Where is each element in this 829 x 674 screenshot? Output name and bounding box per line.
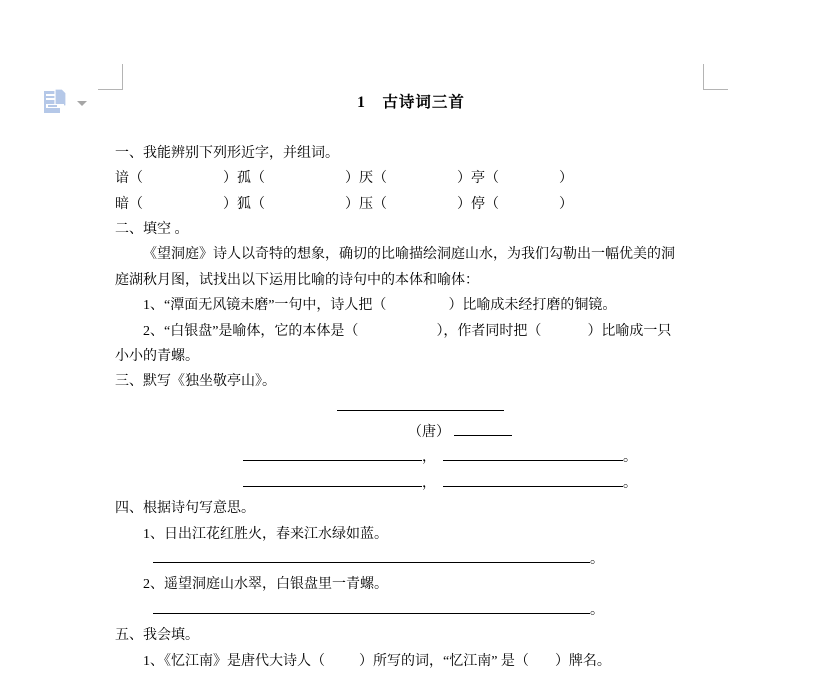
- text-run: 1、日出江花红胜火，春来江水绿如蓝。: [143, 526, 388, 542]
- text-line: [115, 649, 707, 674]
- text-line: [115, 115, 707, 140]
- text-line: [115, 319, 707, 344]
- text-run: 庭湖秋月图，试找出以下运用比喻的诗句中的本体和喻体：: [115, 272, 479, 288]
- text-run: 2、遥望洞庭山水翠，白银盘里一青螺。: [143, 577, 388, 593]
- fill-in-blank: [153, 600, 590, 614]
- section-1-heading: [115, 141, 707, 166]
- text-run: 《望洞庭》诗人以奇特的想象，确切的比喻描绘洞庭山水，为我们勾勒出一幅优美的洞: [143, 247, 675, 263]
- text-run: ）所写的词，“忆江南” 是（: [359, 653, 529, 669]
- text-run: 二、填空 。: [115, 221, 189, 237]
- text-run: ，: [422, 450, 436, 466]
- text-run: 暗（: [115, 196, 143, 212]
- spacer: [143, 181, 223, 182]
- text-run: 五、我会填。: [115, 628, 199, 644]
- fill-in-blank: [153, 549, 590, 563]
- section-3-heading: [115, 369, 707, 394]
- text-run: ）停（: [457, 196, 499, 212]
- text-run: ）: [559, 171, 573, 187]
- text-run: 1 古诗词三首: [357, 94, 465, 111]
- section-4-heading: [115, 496, 707, 521]
- text-run: （唐）: [408, 425, 450, 441]
- fill-in-blank: [243, 447, 422, 461]
- text-run: 1、“潭面无风镜未磨”一句中，诗人把（: [143, 298, 387, 314]
- text-run: 四、根据诗句写意思。: [115, 501, 255, 517]
- text-run: 。: [590, 602, 604, 618]
- text-line: [115, 395, 707, 420]
- text-line: [115, 572, 707, 597]
- text-run: ）牌名。: [554, 653, 611, 669]
- spacer: [387, 207, 457, 208]
- section-2-heading: [115, 217, 707, 242]
- text-run: 。: [590, 552, 604, 568]
- fill-in-blank: [454, 422, 512, 436]
- spacer: [265, 181, 345, 182]
- word-pair-row: [115, 192, 707, 217]
- spacer: [325, 664, 359, 665]
- fill-in-blank: [337, 397, 504, 411]
- spacer: [358, 334, 436, 335]
- text-line: [115, 242, 707, 267]
- document-body[interactable]: [115, 90, 707, 674]
- text-run: ）比喻成一只: [587, 323, 672, 339]
- spacer: [265, 207, 345, 208]
- text-run: ）比喻成未经打磨的铜镜。: [448, 298, 617, 314]
- spacer: [499, 207, 559, 208]
- text-line: [115, 344, 707, 369]
- text-run: ）亭（: [457, 171, 499, 187]
- section-5-heading: [115, 623, 707, 648]
- spacer: [541, 334, 587, 335]
- spacer: [436, 460, 443, 461]
- text-run: ）厌（: [345, 171, 387, 187]
- text-run: 谙（: [115, 171, 143, 187]
- text-run: 。: [623, 450, 637, 466]
- text-run: ）孤（: [223, 171, 265, 187]
- text-run: 2、“白银盘”是喻体，它的本体是（: [143, 323, 359, 339]
- text-run: ）狐（: [223, 196, 265, 212]
- text-line: [115, 522, 707, 547]
- fill-in-blank: [443, 447, 623, 461]
- text-line: [115, 598, 707, 623]
- text-line: [115, 471, 707, 496]
- text-line: [115, 268, 707, 293]
- text-line: [115, 420, 707, 445]
- fill-in-blank: [443, 473, 623, 487]
- text-run: ）压（: [345, 196, 387, 212]
- text-run: 。: [623, 475, 637, 491]
- page-margin-mark-top-left: [98, 64, 123, 90]
- spacer: [529, 664, 555, 665]
- spacer: [499, 181, 559, 182]
- text-run: 一、我能辨别下列形近字，并组词。: [115, 145, 339, 161]
- word-pair-row: [115, 166, 707, 191]
- text-run: ），作者同时把（: [436, 323, 542, 339]
- text-line: [115, 547, 707, 572]
- text-line: [115, 445, 707, 470]
- text-run: 小小的青螺。: [115, 348, 199, 364]
- spacer: [387, 181, 457, 182]
- text-run: 三、默写《独坐敬亭山》。: [115, 374, 276, 390]
- paste-options-button[interactable]: [42, 86, 88, 118]
- page-margin-mark-top-right: [703, 64, 728, 90]
- worksheet-title: [115, 90, 707, 115]
- dropdown-arrow-icon[interactable]: [77, 101, 87, 106]
- spacer: [386, 308, 448, 309]
- paste-document-icon: [42, 87, 70, 117]
- text-run: ，: [422, 475, 436, 491]
- spacer: [436, 486, 443, 487]
- spacer: [143, 207, 223, 208]
- text-run: ）: [559, 196, 573, 212]
- fill-in-blank: [243, 473, 422, 487]
- text-line: [115, 293, 707, 318]
- text-run: 1、《忆江南》是唐代大诗人（: [143, 653, 325, 669]
